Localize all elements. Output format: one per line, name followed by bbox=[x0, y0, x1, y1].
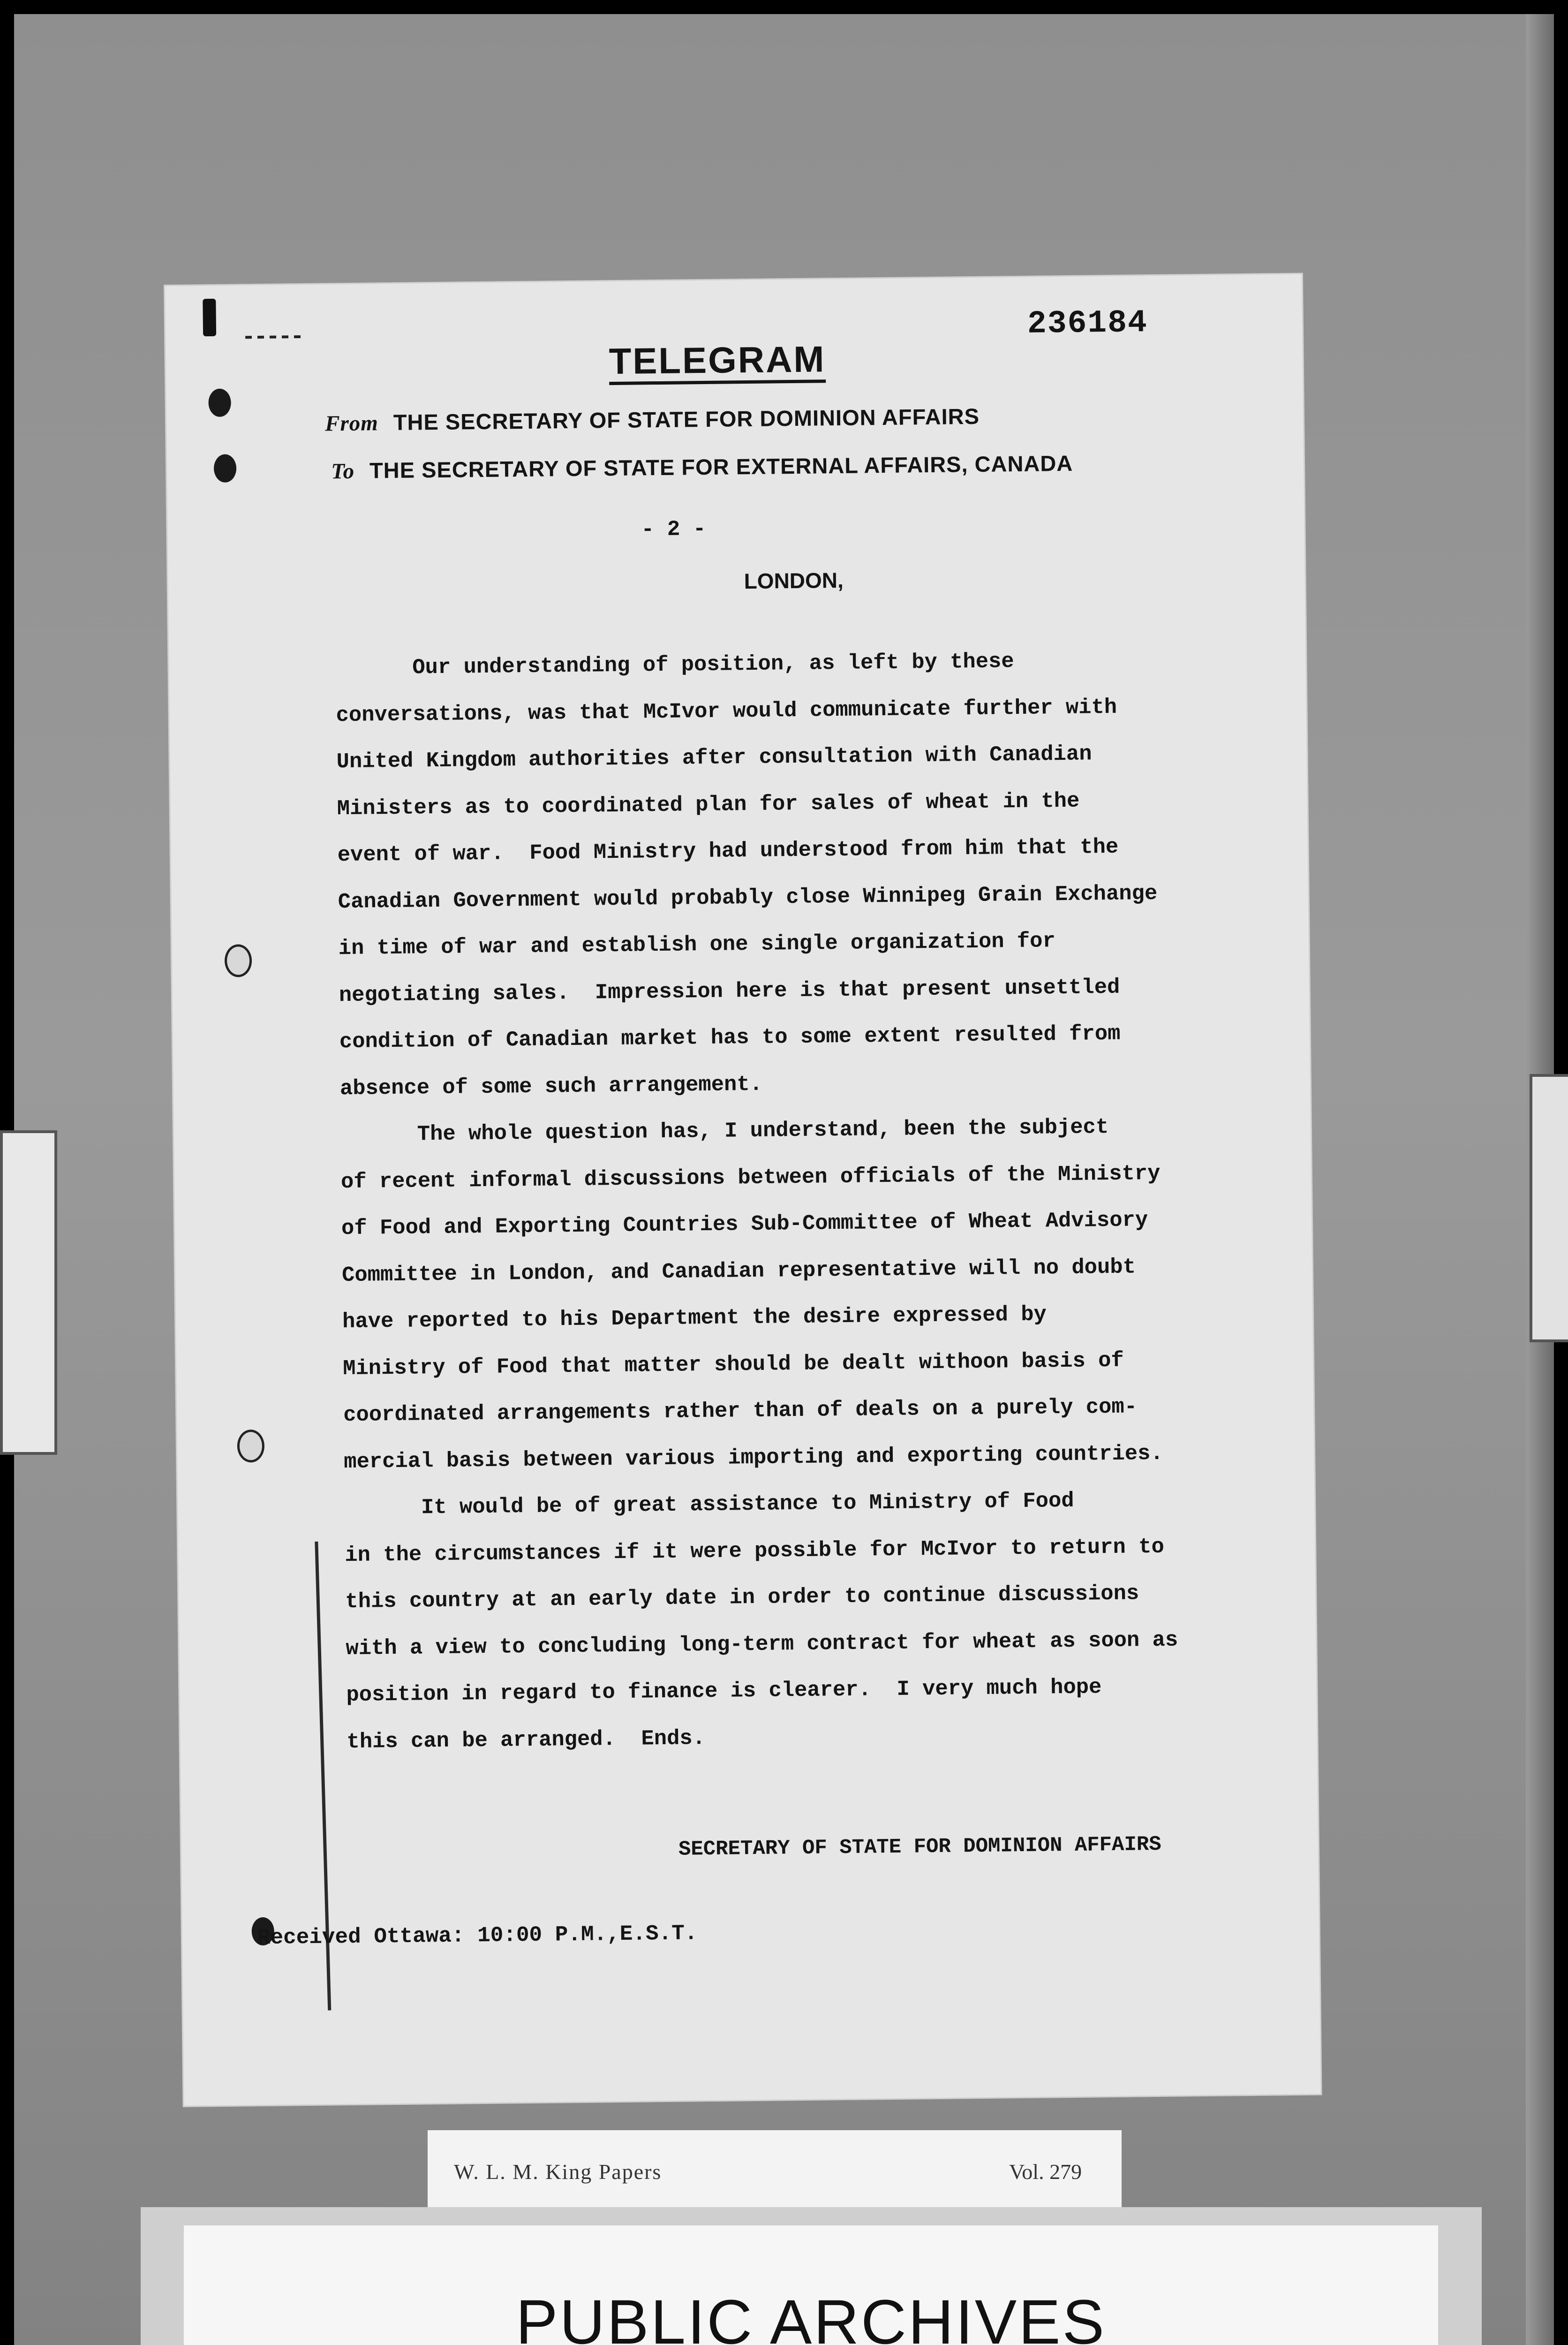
body-line: negotiating sales. Impression here is that present unsettled bbox=[339, 975, 1120, 1007]
body-line: with a view to concluding long-term contract for wheat as soon as bbox=[346, 1627, 1178, 1661]
body-line: in the circumstances if it were possible for McIvor to return to bbox=[345, 1534, 1165, 1567]
serial-number: 236184 bbox=[1027, 305, 1148, 342]
body-line: this country at an early date in order to continue discussions bbox=[345, 1581, 1139, 1614]
body-line: of Food and Exporting Countries Sub-Committee of Wheat Advisory bbox=[341, 1208, 1148, 1241]
body-line: coordinated arrangements rather than of deals on a purely com- bbox=[343, 1394, 1138, 1428]
body-line: condition of Canadian market has to some extent resulted from bbox=[339, 1021, 1121, 1054]
punch-hole-icon bbox=[237, 1430, 265, 1463]
right-clip bbox=[1530, 1074, 1568, 1342]
received-note: Received Ottawa: 10:00 P.M.,E.S.T. bbox=[257, 1921, 698, 1951]
to-label: To bbox=[331, 459, 355, 484]
to-value: THE SECRETARY OF STATE FOR EXTERNAL AFFAIRS, CANADA bbox=[369, 450, 1073, 483]
body-line: Ministry of Food that matter should be dealt withoon basis of bbox=[342, 1348, 1124, 1381]
page-number: - 2 - bbox=[641, 516, 706, 542]
punch-hole-icon bbox=[214, 454, 237, 482]
punch-hole-icon bbox=[208, 389, 231, 417]
body-line: event of war. Food Ministry had understood from him that the bbox=[337, 834, 1119, 868]
body-line: absence of some such arrangement. bbox=[339, 1072, 763, 1101]
signature: SECRETARY OF STATE FOR DOMINION AFFAIRS bbox=[678, 1832, 1161, 1861]
body-line: Our understanding of position, as left by these bbox=[335, 649, 1014, 681]
ink-mark bbox=[203, 299, 216, 336]
body-line: conversations, was that McIvor would communicate further with bbox=[336, 695, 1117, 727]
telegram-sheet bbox=[165, 274, 1320, 2106]
body-line: Committee in London, and Canadian representative will no doubt bbox=[341, 1254, 1136, 1287]
to-row bbox=[331, 450, 1073, 484]
collection-volume: Vol. 279 bbox=[1009, 2160, 1082, 2184]
body-line: The whole question has, I understand, been the subject bbox=[340, 1115, 1109, 1148]
body-line: United Kingdom authorities after consultation with Canadian bbox=[336, 741, 1092, 774]
left-clip bbox=[0, 1130, 57, 1455]
punch-hole-icon bbox=[225, 944, 252, 977]
body-line: of recent informal discussions between officials of the Ministry bbox=[340, 1161, 1161, 1194]
from-value: THE SECRETARY OF STATE FOR DOMINION AFFAIRS bbox=[393, 403, 980, 435]
archives-card bbox=[184, 2225, 1438, 2345]
body-line: have reported to his Department the desire expressed by bbox=[342, 1302, 1047, 1334]
body-line: this can be arranged. Ends. bbox=[347, 1725, 706, 1754]
body-line: Canadian Government would probably close Winnipeg Grain Exchange bbox=[338, 881, 1158, 914]
body-line: in time of war and establish one single organization for bbox=[338, 929, 1056, 961]
ink-dashes bbox=[245, 335, 302, 339]
body-line: position in regard to finance is clearer. I very much hope bbox=[346, 1675, 1102, 1708]
from-label: From bbox=[324, 411, 379, 436]
body-line: mercial basis between various importing and exporting countries. bbox=[343, 1441, 1163, 1474]
telegram-body bbox=[335, 635, 1299, 1765]
archives-line-english: PUBLIC ARCHIVES bbox=[516, 2287, 1106, 2345]
body-line: Ministers as to coordinated plan for sales of wheat in the bbox=[337, 788, 1080, 821]
body-line: It would be of great assistance to Ministry of Food bbox=[344, 1488, 1074, 1521]
from-row bbox=[325, 403, 980, 437]
collection-reference: W. L. M. King Papers bbox=[454, 2160, 662, 2184]
page-title: TELEGRAM bbox=[609, 339, 826, 385]
place-line: LONDON, bbox=[744, 567, 844, 594]
